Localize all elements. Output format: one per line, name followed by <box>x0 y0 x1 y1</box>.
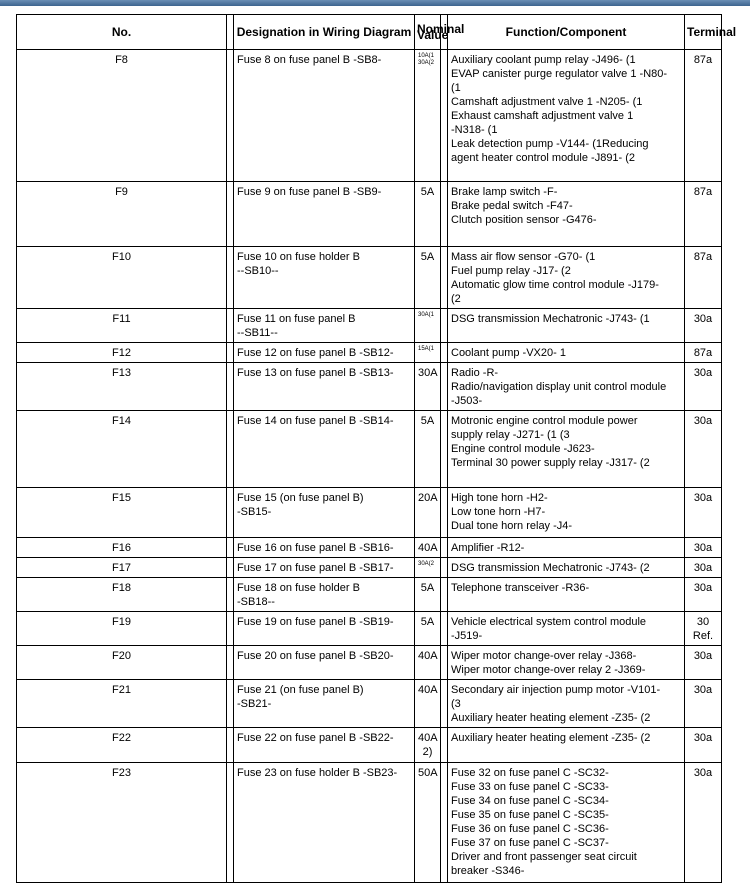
fuse-designation: Fuse 19 on fuse panel B -SB19- <box>234 612 415 646</box>
fuse-number: F18 <box>17 578 227 612</box>
function-line: Fuse 32 on fuse panel C -SC32- <box>451 767 609 779</box>
function-line: (2 <box>451 293 461 305</box>
nominal-value-text: 20A <box>418 492 438 504</box>
function-line: Automatic glow time control module -J179- <box>451 279 659 291</box>
terminal: 87a <box>685 343 722 363</box>
function-line: Fuel pump relay -J17- (2 <box>451 265 571 277</box>
function-line: Engine control module -J623- <box>451 443 595 455</box>
function-component <box>448 50 685 182</box>
function-line: Brake lamp switch -F- <box>451 186 558 198</box>
fuse-designation: Fuse 10 on fuse holder B --SB10-- <box>234 247 415 309</box>
column-separator <box>441 612 448 646</box>
function-line: Fuse 35 on fuse panel C -SC35- <box>451 809 609 821</box>
function-line: Fuse 34 on fuse panel C -SC34- <box>451 795 609 807</box>
header-terminal: Terminal <box>685 15 722 50</box>
nominal-value-text: 30A(2 <box>418 561 435 567</box>
column-separator <box>227 612 234 646</box>
function-component <box>448 343 685 363</box>
nominal-value <box>415 411 441 488</box>
function-line: Leak detection pump -V144- (1Reducing <box>451 138 649 150</box>
nominal-value-text: 40A <box>418 684 438 696</box>
fuse-number: F11 <box>17 309 227 343</box>
column-separator <box>227 558 234 578</box>
header-function: Function/Component <box>448 15 685 50</box>
table-row <box>17 343 722 363</box>
function-line: (3 <box>451 698 461 710</box>
terminal: 30a <box>685 411 722 488</box>
fuse-designation: Fuse 11 on fuse panel B --SB11-- <box>234 309 415 343</box>
terminal: 30a <box>685 646 722 680</box>
fuse-designation: Fuse 18 on fuse holder B -SB18-- <box>234 578 415 612</box>
table-header-row <box>17 15 722 50</box>
fuse-designation: Fuse 17 on fuse panel B -SB17- <box>234 558 415 578</box>
column-separator <box>227 411 234 488</box>
function-component <box>448 578 685 612</box>
fuse-designation: Fuse 20 on fuse panel B -SB20- <box>234 646 415 680</box>
function-component <box>448 728 685 763</box>
terminal: 30a <box>685 680 722 728</box>
column-separator <box>227 50 234 182</box>
function-line: Telephone transceiver -R36- <box>451 582 590 594</box>
table-row <box>17 538 722 558</box>
terminal: 30a <box>685 578 722 612</box>
terminal: 30 Ref. <box>685 612 722 646</box>
fuse-designation: Fuse 22 on fuse panel B -SB22- <box>234 728 415 763</box>
fuse-number: F15 <box>17 488 227 538</box>
window-top-bar <box>0 0 750 6</box>
function-component <box>448 680 685 728</box>
nominal-value <box>415 558 441 578</box>
table-row <box>17 247 722 309</box>
column-separator <box>441 411 448 488</box>
column-separator <box>227 488 234 538</box>
function-line: Fuse 37 on fuse panel C -SC37- <box>451 837 609 849</box>
fuse-number: F20 <box>17 646 227 680</box>
nominal-value <box>415 309 441 343</box>
column-separator <box>441 309 448 343</box>
function-line: Wiper motor change-over relay 2 -J369- <box>451 664 646 676</box>
column-separator <box>227 578 234 612</box>
nominal-value <box>415 728 441 763</box>
fuse-designation: Fuse 16 on fuse panel B -SB16- <box>234 538 415 558</box>
column-separator <box>441 578 448 612</box>
nominal-value <box>415 363 441 411</box>
column-separator <box>441 538 448 558</box>
function-component <box>448 309 685 343</box>
function-line: Auxiliary heater heating element -Z35- (2 <box>451 732 651 744</box>
function-line: DSG transmission Mechatronic -J743- (1 <box>451 313 650 325</box>
fuse-number: F17 <box>17 558 227 578</box>
table-row <box>17 728 722 763</box>
function-line: Fuse 36 on fuse panel C -SC36- <box>451 823 609 835</box>
column-separator <box>227 680 234 728</box>
fuse-number: F13 <box>17 363 227 411</box>
function-line: -J503- <box>451 395 483 407</box>
function-component <box>448 488 685 538</box>
function-line: Vehicle electrical system control module <box>451 616 647 628</box>
fuse-designation: Fuse 14 on fuse panel B -SB14- <box>234 411 415 488</box>
fuse-designation: Fuse 13 on fuse panel B -SB13- <box>234 363 415 411</box>
column-separator <box>227 309 234 343</box>
nominal-value-text: 40A <box>418 650 438 662</box>
nominal-value <box>415 50 441 182</box>
nominal-value <box>415 538 441 558</box>
function-line: Brake pedal switch -F47- <box>451 200 573 212</box>
terminal: 87a <box>685 50 722 182</box>
terminal: 87a <box>685 182 722 247</box>
nominal-value <box>415 646 441 680</box>
terminal: 30a <box>685 488 722 538</box>
function-line: Radio -R- <box>451 367 499 379</box>
function-line: Low tone horn -H7- <box>451 506 546 518</box>
column-separator <box>227 763 234 883</box>
nominal-value-text: 30A <box>418 367 438 379</box>
column-separator <box>441 488 448 538</box>
fuse-number: F10 <box>17 247 227 309</box>
column-separator <box>441 680 448 728</box>
column-separator <box>441 363 448 411</box>
function-line: Camshaft adjustment valve 1 -N205- (1 <box>451 96 643 108</box>
column-separator <box>227 728 234 763</box>
terminal: 30a <box>685 763 722 883</box>
column-separator <box>441 728 448 763</box>
fuse-number: F22 <box>17 728 227 763</box>
nominal-value-text: 50A <box>418 767 438 779</box>
table-row <box>17 763 722 883</box>
function-line: Exhaust camshaft adjustment valve 1 <box>451 110 634 122</box>
fuse-table-body <box>17 50 722 883</box>
column-separator <box>441 247 448 309</box>
nominal-value-text: 5A <box>420 616 435 628</box>
fuse-table-page <box>16 14 737 883</box>
table-row <box>17 578 722 612</box>
nominal-value-text: 15A(1 <box>418 346 435 352</box>
terminal: 30a <box>685 538 722 558</box>
nominal-value <box>415 612 441 646</box>
fuse-number: F9 <box>17 182 227 247</box>
column-separator <box>227 182 234 247</box>
function-component <box>448 538 685 558</box>
nominal-value <box>415 680 441 728</box>
nominal-value-text: 10A(1 30A(2 <box>418 53 435 66</box>
function-line: Fuse 33 on fuse panel C -SC33- <box>451 781 609 793</box>
function-component <box>448 411 685 488</box>
fuse-designation: Fuse 8 on fuse panel B -SB8- <box>234 50 415 182</box>
column-separator <box>441 50 448 182</box>
fuse-designation: Fuse 12 on fuse panel B -SB12- <box>234 343 415 363</box>
table-row <box>17 612 722 646</box>
function-line: Radio/navigation display unit control module <box>451 381 667 393</box>
nominal-value <box>415 578 441 612</box>
function-line: Terminal 30 power supply relay -J317- (2 <box>451 457 650 469</box>
nominal-value-text: 5A <box>420 251 435 263</box>
column-separator <box>441 763 448 883</box>
column-separator <box>441 182 448 247</box>
function-line: DSG transmission Mechatronic -J743- (2 <box>451 562 650 574</box>
nominal-value-text: 5A <box>420 186 435 198</box>
nominal-value-text: 40A <box>418 542 438 554</box>
function-component <box>448 763 685 883</box>
table-row <box>17 309 722 343</box>
table-row <box>17 182 722 247</box>
function-line: Secondary air injection pump motor -V101- <box>451 684 661 696</box>
terminal: 87a <box>685 247 722 309</box>
function-line: Auxiliary heater heating element -Z35- (2 <box>451 712 651 724</box>
nominal-value <box>415 182 441 247</box>
terminal: 30a <box>685 558 722 578</box>
column-separator <box>227 247 234 309</box>
function-line: Motronic engine control module power <box>451 415 638 427</box>
fuse-number: F16 <box>17 538 227 558</box>
function-line: supply relay -J271- (1 (3 <box>451 429 570 441</box>
table-row <box>17 558 722 578</box>
nominal-value-text: 5A <box>420 415 435 427</box>
function-line: Driver and front passenger seat circuit <box>451 851 637 863</box>
nominal-value <box>415 343 441 363</box>
table-row <box>17 50 722 182</box>
function-component <box>448 182 685 247</box>
fuse-number: F23 <box>17 763 227 883</box>
terminal: 30a <box>685 309 722 343</box>
fuse-number: F12 <box>17 343 227 363</box>
header-nominal-value: Nominal Value <box>415 15 441 50</box>
function-line: EVAP canister purge regulator valve 1 -N80- <box>451 68 668 80</box>
table-row <box>17 488 722 538</box>
fuse-designation: Fuse 21 (on fuse panel B) -SB21- <box>234 680 415 728</box>
header-designation: Designation in Wiring Diagram <box>234 15 415 50</box>
terminal: 30a <box>685 728 722 763</box>
fuse-designation: Fuse 23 on fuse holder B -SB23- <box>234 763 415 883</box>
function-component <box>448 558 685 578</box>
column-separator <box>441 646 448 680</box>
column-separator <box>441 343 448 363</box>
function-line: -J519- <box>451 630 483 642</box>
table-row <box>17 363 722 411</box>
function-line: Clutch position sensor -G476- <box>451 214 597 226</box>
function-line: High tone horn -H2- <box>451 492 548 504</box>
column-separator <box>441 558 448 578</box>
function-component <box>448 363 685 411</box>
column-separator <box>227 538 234 558</box>
function-line: Auxiliary coolant pump relay -J496- (1 <box>451 54 636 66</box>
nominal-value <box>415 488 441 538</box>
column-separator <box>227 343 234 363</box>
nominal-value <box>415 763 441 883</box>
function-line: (1 <box>451 82 461 94</box>
header-separator <box>227 15 234 50</box>
table-row <box>17 680 722 728</box>
fuse-number: F14 <box>17 411 227 488</box>
column-separator <box>227 646 234 680</box>
fuse-number: F21 <box>17 680 227 728</box>
table-row <box>17 646 722 680</box>
function-line: Coolant pump -VX20- 1 <box>451 347 566 359</box>
fuse-table <box>16 14 737 883</box>
nominal-value-text: 30A(1 <box>418 312 435 318</box>
nominal-value <box>415 247 441 309</box>
function-line: breaker -S346- <box>451 865 525 877</box>
fuse-number: F8 <box>17 50 227 182</box>
nominal-value-text: 40A 2) <box>418 732 438 758</box>
function-line: Amplifier -R12- <box>451 542 525 554</box>
fuse-designation: Fuse 15 (on fuse panel B) -SB15- <box>234 488 415 538</box>
nominal-value-text: 5A <box>420 582 435 594</box>
function-line: -N318- (1 <box>451 124 498 136</box>
function-line: Mass air flow sensor -G70- (1 <box>451 251 596 263</box>
column-separator <box>227 363 234 411</box>
function-component <box>448 612 685 646</box>
terminal: 30a <box>685 363 722 411</box>
function-line: Wiper motor change-over relay -J368- <box>451 650 637 662</box>
header-no: No. <box>17 15 227 50</box>
table-row <box>17 411 722 488</box>
function-component <box>448 646 685 680</box>
function-line: Dual tone horn relay -J4- <box>451 520 573 532</box>
function-line: agent heater control module -J891- (2 <box>451 152 636 164</box>
function-component <box>448 247 685 309</box>
fuse-designation: Fuse 9 on fuse panel B -SB9- <box>234 182 415 247</box>
fuse-number: F19 <box>17 612 227 646</box>
